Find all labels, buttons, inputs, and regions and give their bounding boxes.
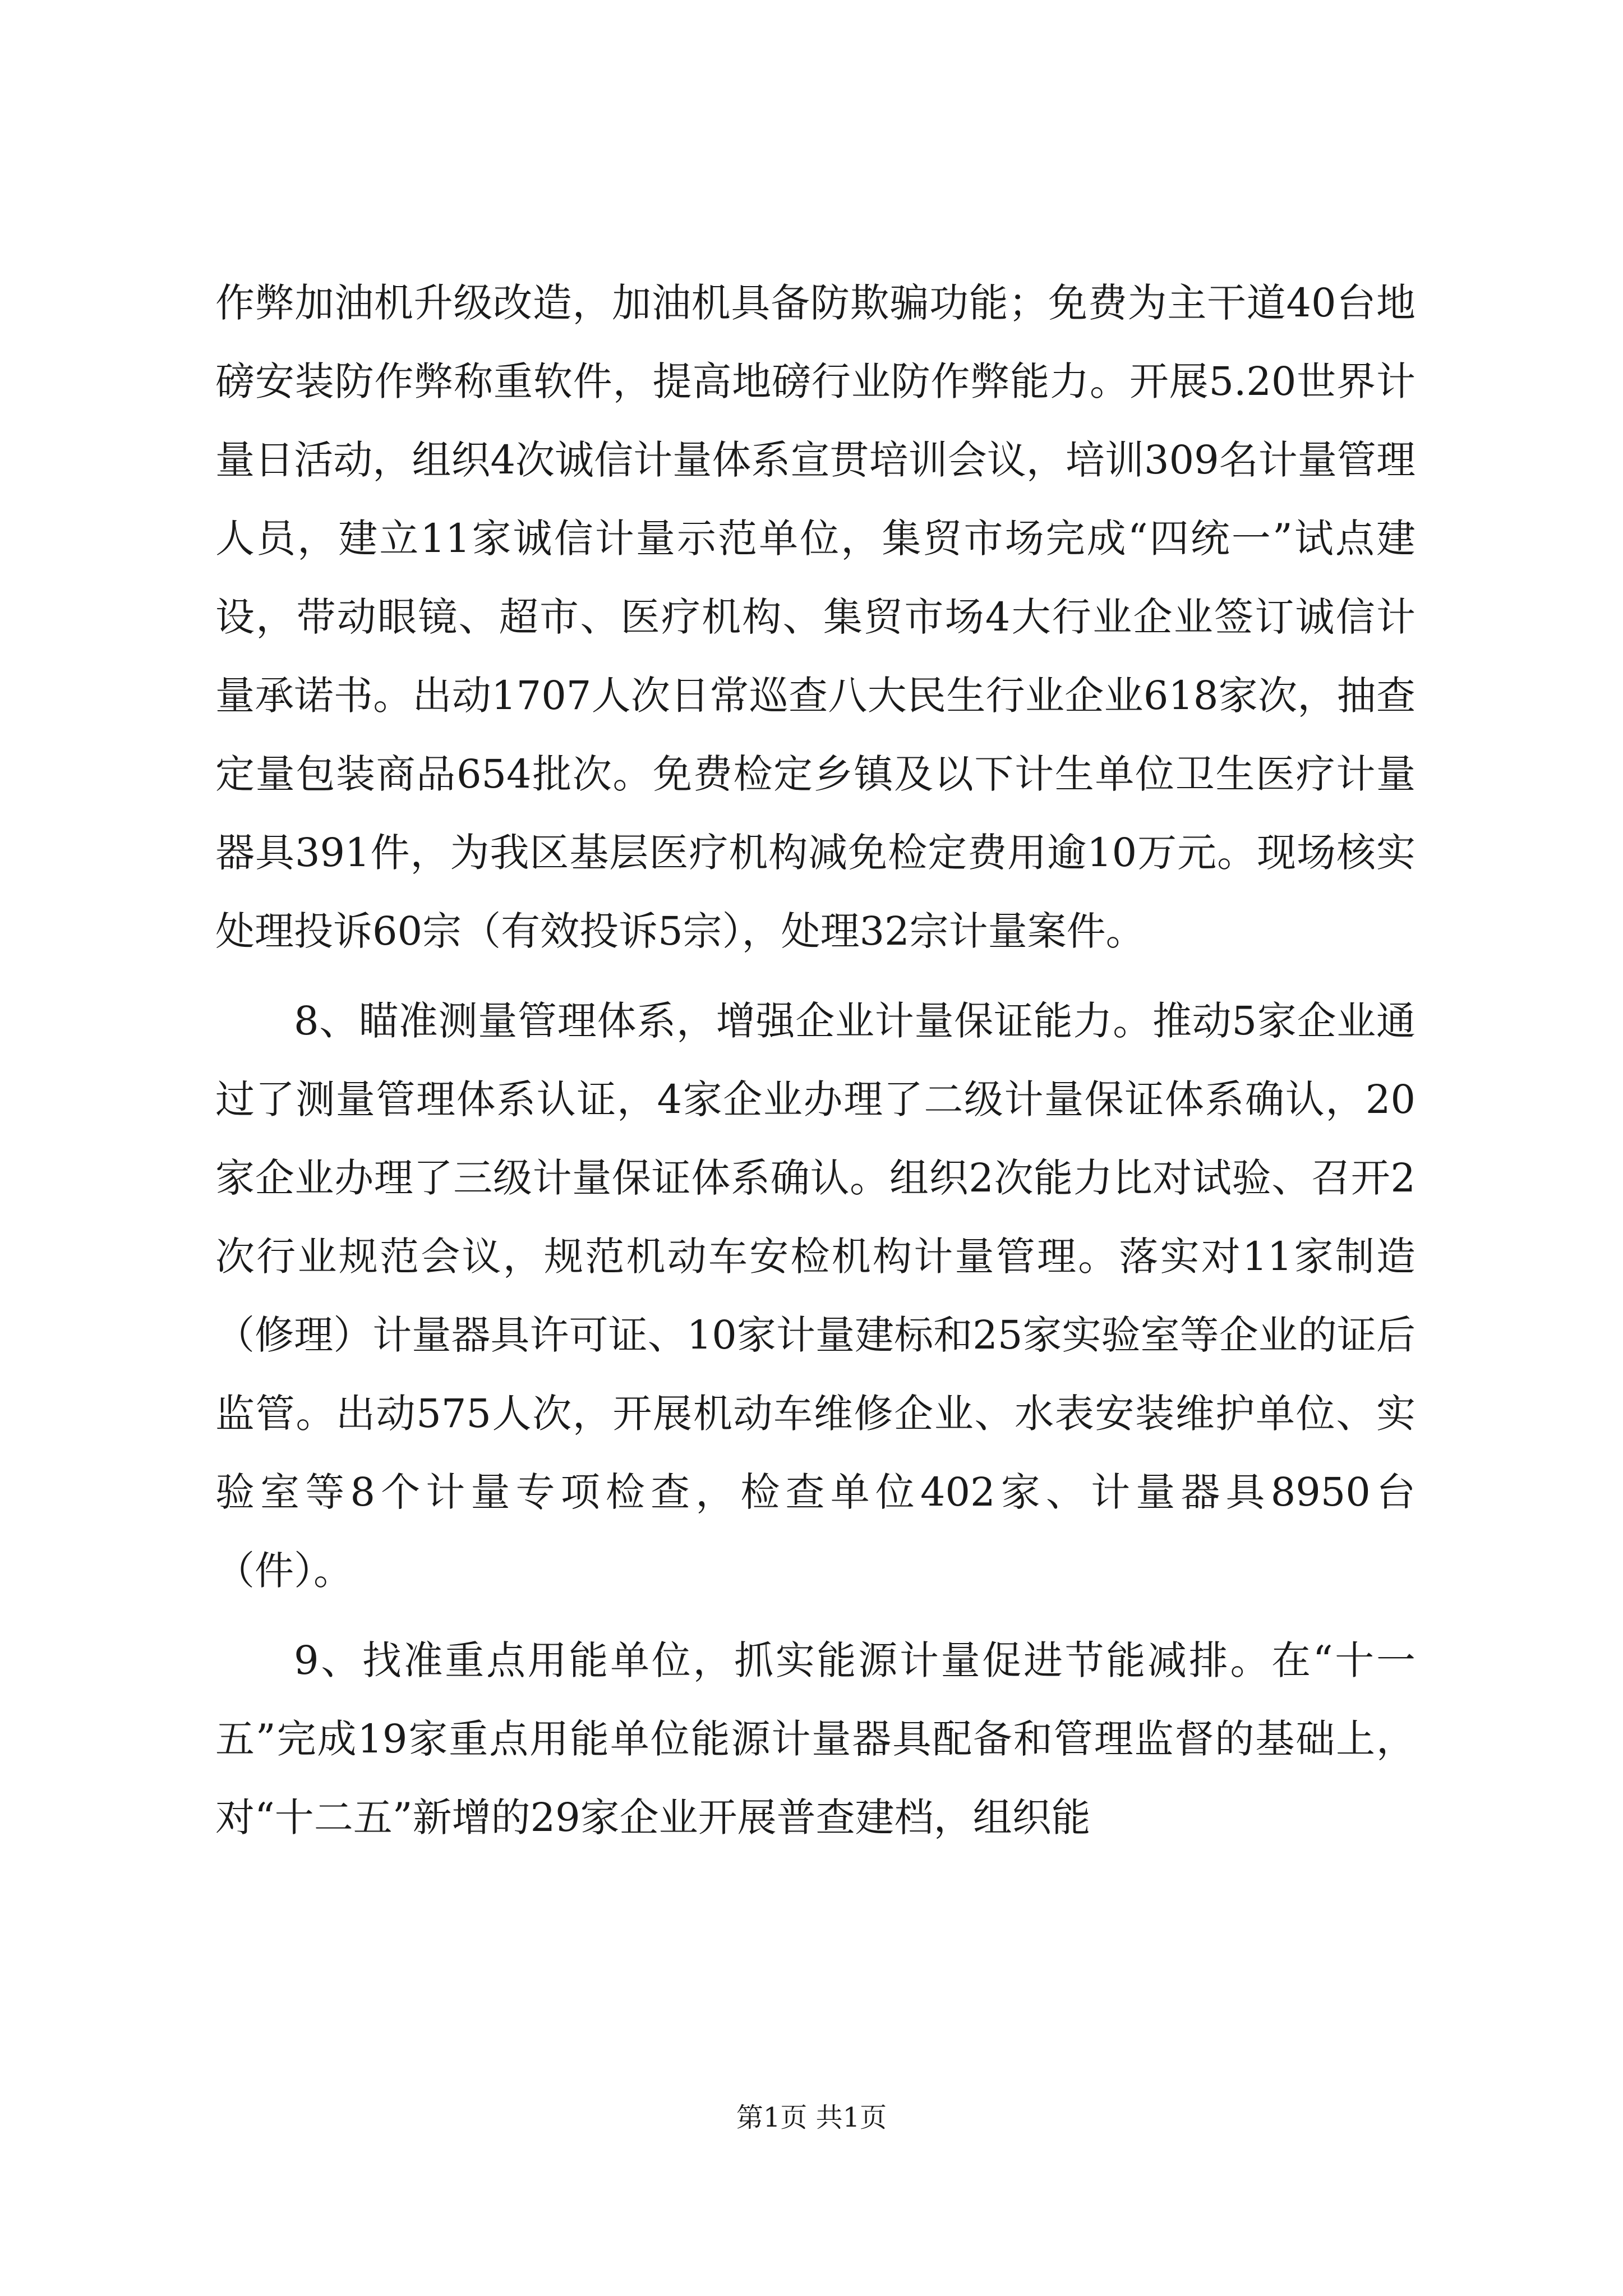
paragraph-1: 作弊加油机升级改造，加油机具备防欺骗功能；免费为主干道40台地磅安装防作弊称重软件，提高地磅行业防作弊能力。开展5.20世界计量日活动，组织4次诚信计量体系宣贯培训会议，培训309名计量管理人员，建立11家诚信计量示范单位，集贸市场完成“四统一”试点建设，带动眼镜、超市、医疗机构、集贸市场4大行业企业签订诚信计量承诺书。出动1707人次日常巡查八大民生行业企业618家次，抽查定量包装商品654批次。免费检定乡镇及以下计生单位卫生医疗计量器具391件，为我区基层医疗机构减免检定费用逾10万元。现场核实处理投诉60宗（有效投诉5宗），处理32宗计量案件。 — [215, 280, 1415, 954]
paragraph-3: 9、找准重点用能单位，抓实能源计量促进节能减排。在“十一五”完成19家重点用能单位能源计量器具配备和管理监督的基础上，对“十二五”新增的29家企业开展普查建档，组织能 — [215, 1637, 1415, 1841]
paragraph-2: 8、瞄准测量管理体系，增强企业计量保证能力。推动5家企业通过了测量管理体系认证，4家企业办理了二级计量保证体系确认，20家企业办理了三级计量保证体系确认。组织2次能力比对试验、召开2次行业规范会议，规范机动车安检机构计量管理。落实对11家制造（修理）计量器具许可证、10家计量建标和25家实验室等企业的证后监管。出动575人次，开展机动车维修企业、水表安装维护单位、实验室等8个计量专项检查，检查单位402家、计量器具8950台（件）。 — [215, 998, 1415, 1594]
page-footer: 第1页 共1页 — [736, 2102, 887, 2133]
document-body — [215, 264, 1415, 1857]
